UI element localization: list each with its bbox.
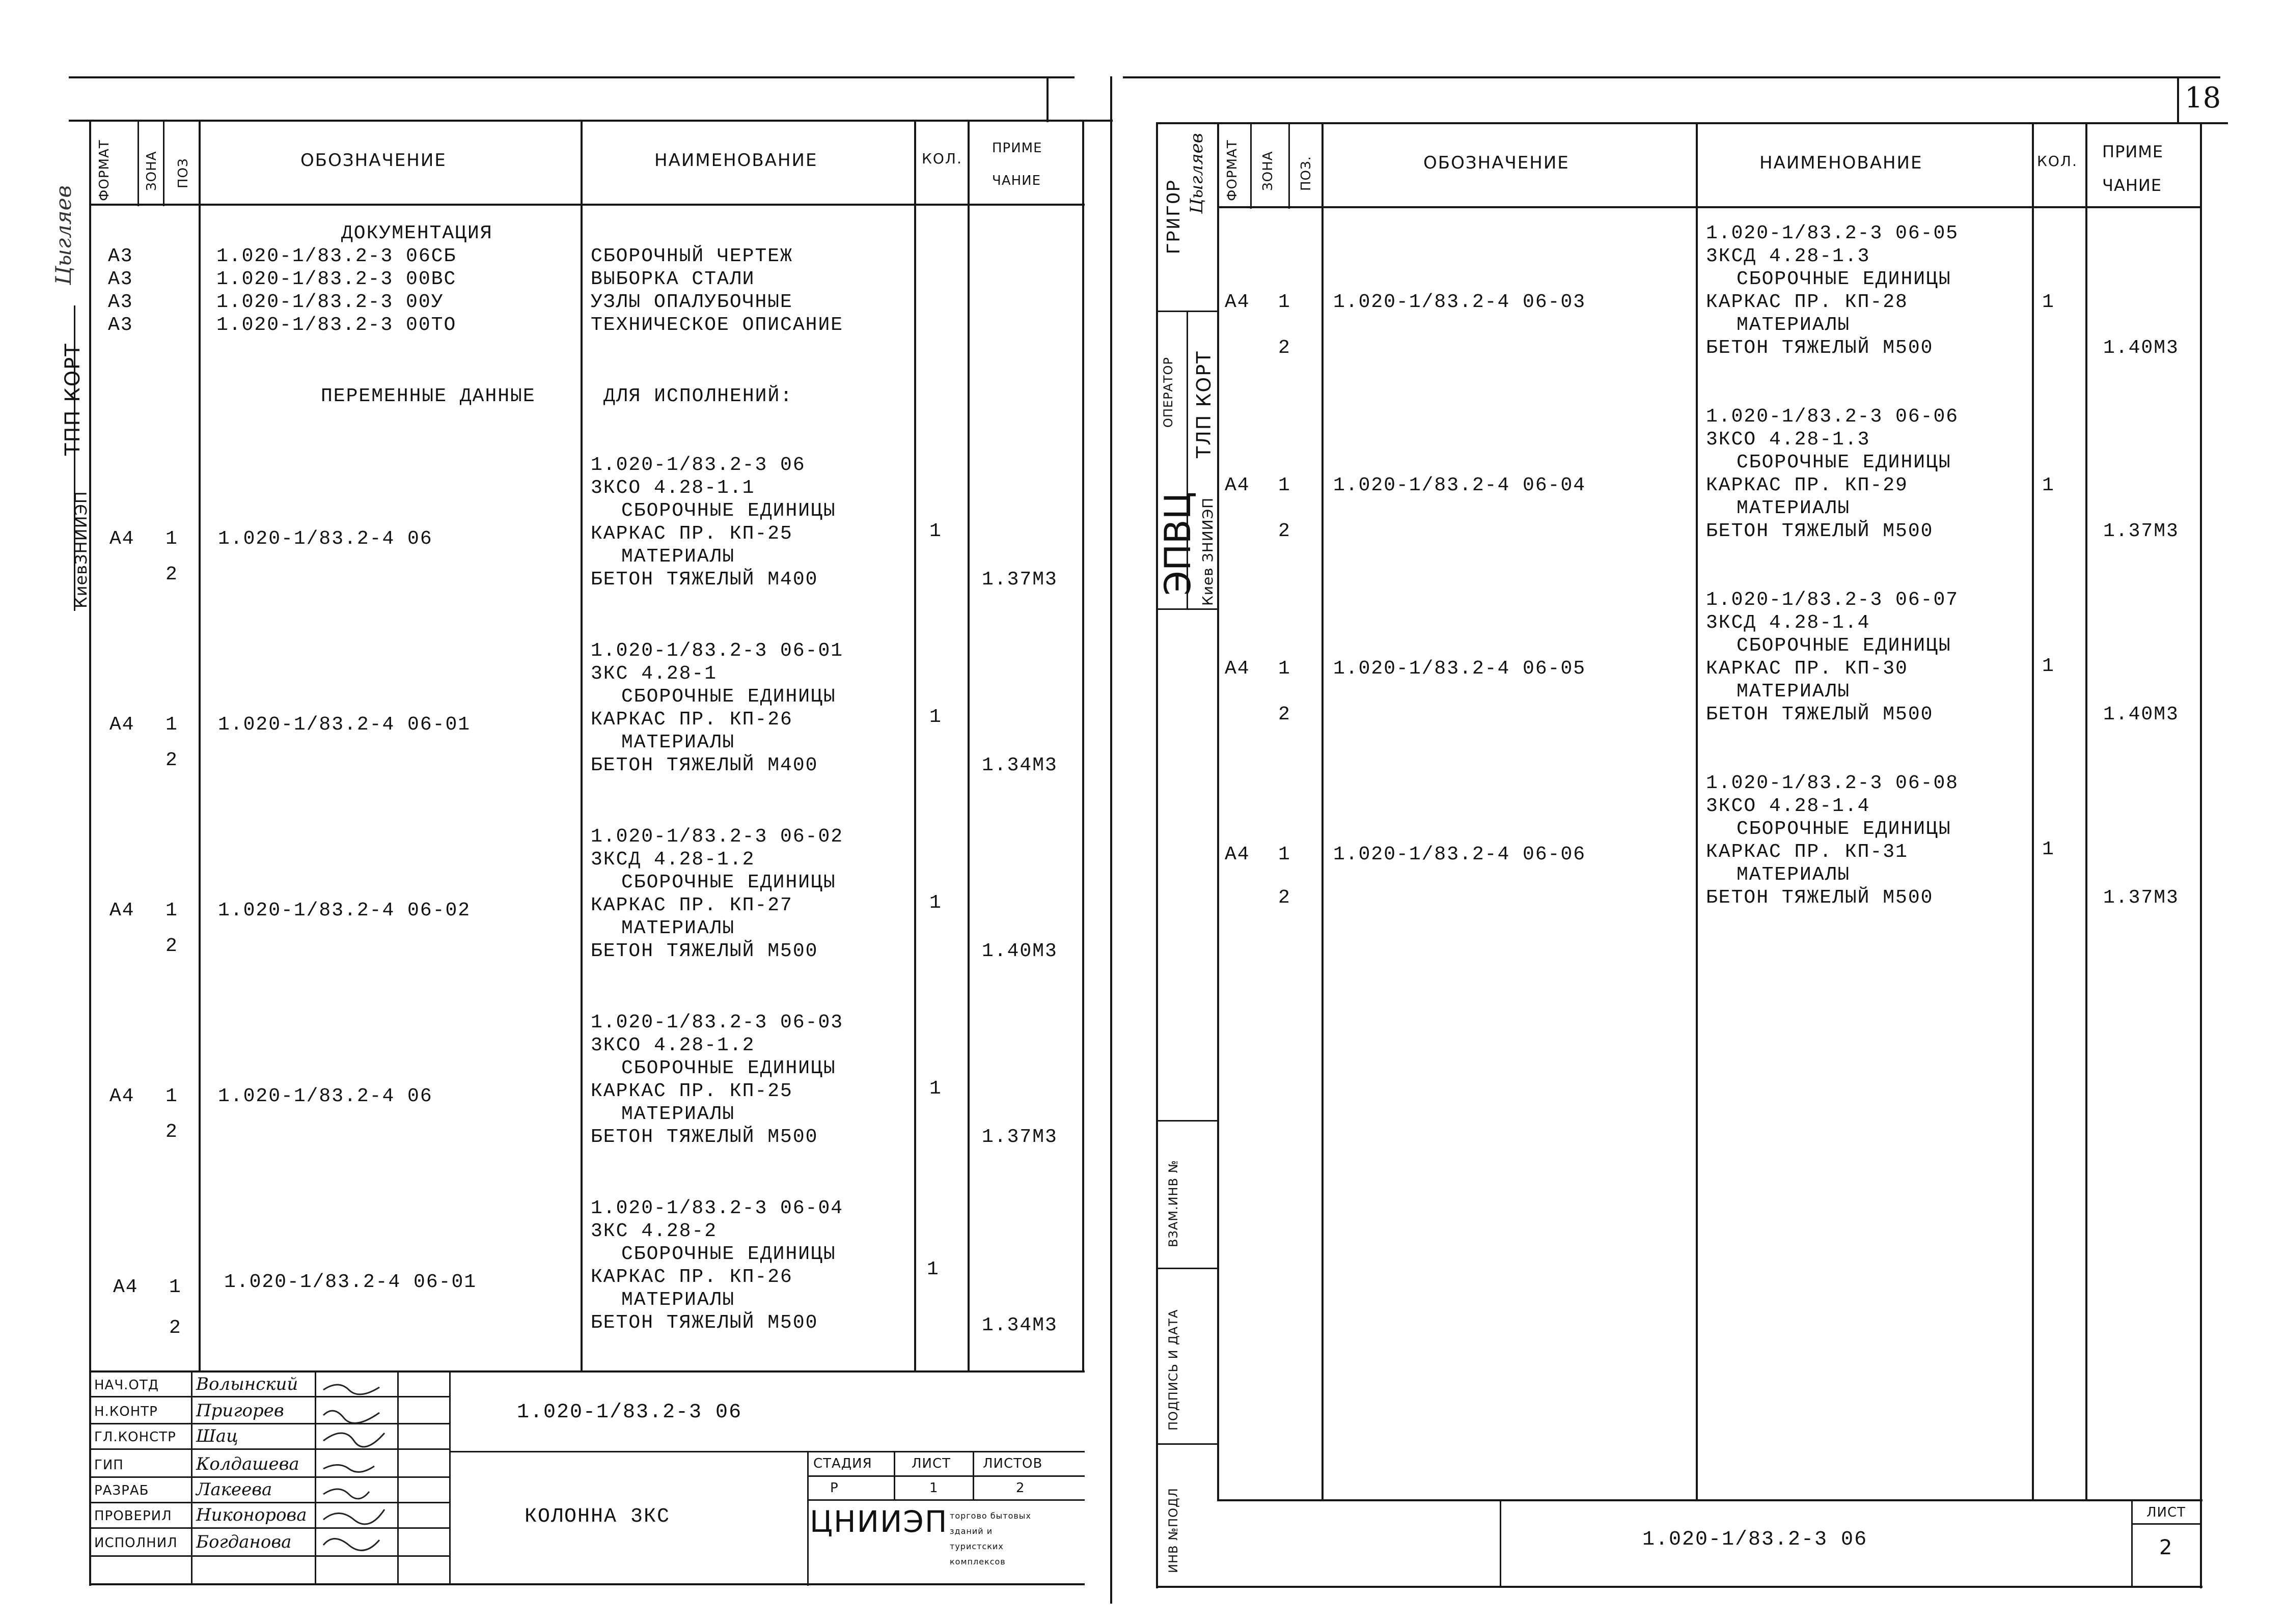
variant-qty: 1 (929, 892, 942, 914)
variant-format: А4 (1225, 474, 1250, 496)
variant-pos-1: 1 (1278, 291, 1291, 313)
stamp-org-small: Киев ЗНИИЭП (1199, 497, 1216, 606)
variant-note: 1.40М3 (2103, 704, 2179, 725)
variant-mark: 3КС 4.28-2 (591, 1220, 718, 1242)
doc-code: 1.020-1/83.2-3 06 (1642, 1528, 1868, 1551)
role-label: ПРОВЕРИЛ (94, 1508, 172, 1524)
header-zone: ЗОНА (144, 151, 159, 191)
drawing-title: КОЛОННА 3КС (525, 1505, 671, 1528)
variant-code: 1.020-1/83.2-3 06 (591, 454, 806, 476)
stamp-inv-orig: ИНВ №ПОДЛ (1166, 1488, 1180, 1573)
variant-materials: МАТЕРИАЛЫ (1737, 864, 1851, 886)
header-designation: ОБОЗНАЧЕНИЕ (1423, 153, 1569, 173)
variant-pos-2: 2 (166, 935, 178, 957)
variant-qty: 1 (929, 520, 942, 542)
variant-designation: 1.020-1/83.2-4 06-02 (218, 900, 471, 921)
author-signature: Цыгляев (51, 185, 76, 285)
variant-pos-2: 2 (1278, 887, 1291, 909)
stamp-signature: Цыгляев (1187, 133, 1207, 214)
variant-code: 1.020-1/83.2-3 06-08 (1706, 772, 1959, 794)
doc-designation: 1.020-1/83.2-3 00ТО (216, 314, 457, 336)
stamp-sign-date: ПОДПИСЬ И ДАТА (1166, 1309, 1180, 1431)
stamp-group: ТЛП КОРТ (1193, 350, 1215, 458)
stage-label: СТАДИЯ (813, 1456, 872, 1471)
variant-frame: КАРКАС ПР. КП-29 (1706, 474, 1908, 496)
variant-code: 1.020-1/83.2-3 06-03 (591, 1012, 844, 1033)
role-label: ГИП (94, 1458, 124, 1473)
variant-format: А4 (109, 714, 135, 736)
header-pos: ПОЗ (176, 158, 191, 188)
variant-mark: 3КСО 4.28-1.1 (591, 477, 755, 499)
variant-concrete: БЕТОН ТЯЖЕЛЫЙ М500 (591, 1312, 818, 1334)
variant-qty: 1 (927, 1258, 940, 1280)
role-label: Н.КОНТР (94, 1404, 158, 1419)
variant-concrete: БЕТОН ТЯЖЕЛЫЙ М500 (1706, 704, 1934, 725)
variant-frame: КАРКАС ПР. КП-25 (591, 1080, 793, 1102)
variant-note: 1.37М3 (982, 569, 1058, 591)
variant-mark: 3КСД 4.28-1.3 (1706, 245, 1870, 267)
variant-code: 1.020-1/83.2-3 06-07 (1706, 589, 1959, 611)
header-pos: ПОЗ. (1299, 156, 1314, 191)
variant-code: 1.020-1/83.2-3 06-02 (591, 826, 844, 848)
role-label: НАЧ.ОТД (94, 1378, 159, 1393)
header-qty: КОЛ. (2037, 153, 2078, 170)
variant-frame: КАРКАС ПР. КП-28 (1706, 291, 1908, 313)
org-name: КиевЗНИИЭП (71, 491, 91, 608)
variant-frame: КАРКАС ПР. КП-26 (591, 709, 793, 731)
variant-units: СБОРОЧНЫЕ ЕДИНИЦЫ (1737, 268, 1951, 290)
variant-materials: МАТЕРИАЛЫ (621, 917, 735, 939)
sheets-label: ЛИСТОВ (983, 1456, 1043, 1471)
variant-frame: КАРКАС ПР. КП-26 (591, 1266, 793, 1288)
variant-qty: 1 (2042, 838, 2055, 860)
variant-designation: 1.020-1/83.2-4 06-06 (1333, 844, 1586, 865)
variant-pos-2: 2 (166, 1121, 178, 1143)
variant-concrete: БЕТОН ТЯЖЕЛЫЙ М400 (591, 754, 818, 776)
variant-pos-2: 2 (166, 749, 178, 771)
variant-code: 1.020-1/83.2-3 06-06 (1706, 406, 1959, 428)
variant-concrete: БЕТОН ТЯЖЕЛЫЙ М500 (591, 940, 818, 962)
stamp-org: ЭПВЦ (1157, 492, 1199, 596)
variant-designation: 1.020-1/83.2-4 06 (218, 528, 433, 550)
variant-frame: КАРКАС ПР. КП-31 (1706, 841, 1908, 863)
variant-format: А4 (1225, 291, 1250, 313)
doc-name: СБОРОЧНЫЙ ЧЕРТЕЖ (591, 245, 793, 267)
variant-concrete: БЕТОН ТЯЖЕЛЫЙ М400 (591, 569, 818, 591)
variant-materials: МАТЕРИАЛЫ (621, 1103, 735, 1125)
variant-units: СБОРОЧНЫЕ ЕДИНИЦЫ (621, 1057, 836, 1079)
variant-note: 1.37М3 (2103, 887, 2179, 909)
variant-code: 1.020-1/83.2-3 06-05 (1706, 222, 1959, 244)
variant-format: А4 (1225, 658, 1250, 680)
corner-sheet-number: 18 (2185, 81, 2221, 115)
header-note-2: ЧАНИЕ (992, 173, 1041, 188)
variant-units: СБОРОЧНЫЕ ЕДИНИЦЫ (621, 1243, 836, 1265)
variant-concrete: БЕТОН ТЯЖЕЛЫЙ М500 (1706, 520, 1934, 542)
variant-designation: 1.020-1/83.2-4 06 (218, 1085, 433, 1107)
variant-qty: 1 (2042, 474, 2055, 496)
doc-designation: 1.020-1/83.2-3 00У (216, 291, 444, 313)
variant-designation: 1.020-1/83.2-4 06-05 (1333, 658, 1586, 680)
variant-code: 1.020-1/83.2-3 06-01 (591, 640, 844, 662)
stamp-name: ГРИГОР (1164, 179, 1186, 255)
variant-qty: 1 (2042, 291, 2055, 313)
variant-units: СБОРОЧНЫЕ ЕДИНИЦЫ (621, 500, 836, 522)
variant-pos-1: 1 (166, 528, 178, 550)
variant-frame: КАРКАС ПР. КП-30 (1706, 658, 1908, 680)
variant-pos-2: 2 (1278, 337, 1291, 359)
signatures (318, 1375, 395, 1583)
variant-format: А4 (109, 1085, 135, 1107)
variant-pos-2: 2 (1278, 520, 1291, 542)
header-note-1: ПРИМЕ (992, 141, 1042, 156)
variant-units: СБОРОЧНЫЕ ЕДИНИЦЫ (1737, 818, 1951, 840)
person-name: Богданова (196, 1532, 292, 1552)
header-format: ФОРМАТ (1225, 139, 1240, 201)
doc-name: ВЫБОРКА СТАЛИ (591, 268, 755, 290)
variant-designation: 1.020-1/83.2-4 06-01 (218, 714, 471, 736)
header-note-2: ЧАНИЕ (2102, 176, 2162, 195)
variant-format: А4 (109, 528, 135, 550)
variant-materials: МАТЕРИАЛЫ (1737, 497, 1851, 519)
person-name: Никонорова (196, 1505, 307, 1525)
header-note-1: ПРИМЕ (2102, 142, 2164, 161)
variant-materials: МАТЕРИАЛЫ (621, 546, 735, 568)
header-name: НАИМЕНОВАНИЕ (654, 150, 818, 171)
variant-frame: КАРКАС ПР. КП-27 (591, 894, 793, 916)
sheet-value: 1 (929, 1480, 939, 1496)
sheet-label: ЛИСТ (2146, 1505, 2186, 1520)
variant-units: СБОРОЧНЫЕ ЕДИНИЦЫ (621, 872, 836, 893)
doc-name: УЗЛЫ ОПАЛУБОЧНЫЕ (591, 291, 793, 313)
variant-pos-1: 1 (1278, 844, 1291, 865)
person-name: Волынский (196, 1374, 298, 1394)
documentation-title: ДОКУМЕНТАЦИЯ (341, 222, 493, 244)
header-zone: ЗОНА (1260, 151, 1276, 191)
person-name: Пригорев (196, 1401, 284, 1421)
variant-format: А4 (1225, 844, 1250, 865)
variant-materials: МАТЕРИАЛЫ (1737, 681, 1851, 703)
variant-units: СБОРОЧНЫЕ ЕДИНИЦЫ (1737, 635, 1951, 657)
doc-format: А3 (108, 314, 133, 336)
role-label: ГЛ.КОНСТР (94, 1430, 176, 1445)
variant-pos-1: 1 (169, 1276, 182, 1298)
variant-designation: 1.020-1/83.2-4 06-03 (1333, 291, 1586, 313)
doc-name: ТЕХНИЧЕСКОЕ ОПИСАНИЕ (591, 314, 844, 336)
stage-value: Р (830, 1480, 839, 1496)
variant-qty: 1 (929, 706, 942, 728)
variant-concrete: БЕТОН ТЯЖЕЛЫЙ М500 (591, 1126, 818, 1148)
variant-pos-1: 1 (1278, 658, 1291, 680)
role-label: РАЗРАБ (94, 1483, 149, 1498)
variant-materials: МАТЕРИАЛЫ (621, 732, 735, 753)
variant-concrete: БЕТОН ТЯЖЕЛЫЙ М500 (1706, 887, 1934, 909)
header-format: ФОРМАТ (97, 139, 112, 201)
doc-format: А3 (108, 245, 133, 267)
variant-pos-1: 1 (1278, 474, 1291, 496)
doc-designation: 1.020-1/83.2-3 00ВС (216, 268, 457, 290)
variant-note: 1.34М3 (982, 1314, 1058, 1336)
variant-units: СБОРОЧНЫЕ ЕДИНИЦЫ (1737, 452, 1951, 473)
org-text: комплексов (950, 1557, 1006, 1566)
variable-data-label-2: ДЛЯ ИСПОЛНЕНИЙ: (603, 385, 793, 407)
variable-data-label: ПЕРЕМЕННЫЕ ДАННЫЕ (321, 385, 536, 407)
stamp-operator: ОПЕРАТОР (1161, 356, 1175, 428)
person-name: Шац (196, 1426, 238, 1446)
stamp-replace-inv: ВЗАМ.ИНВ № (1166, 1160, 1180, 1247)
variant-qty: 1 (929, 1078, 942, 1100)
variant-concrete: БЕТОН ТЯЖЕЛЫЙ М500 (1706, 337, 1934, 359)
variant-format: А4 (113, 1276, 139, 1298)
variant-units: СБОРОЧНЫЕ ЕДИНИЦЫ (621, 686, 836, 708)
org-logo: ЦНИИЭП (810, 1504, 948, 1539)
variant-mark: 3КС 4.28-1 (591, 663, 718, 685)
variant-mark: 3КСО 4.28-1.4 (1706, 795, 1870, 817)
variant-frame: КАРКАС ПР. КП-25 (591, 523, 793, 545)
org-text: туристских (950, 1542, 1004, 1551)
header-designation: ОБОЗНАЧЕНИЕ (300, 150, 447, 171)
variant-mark: 3КСД 4.28-1.4 (1706, 612, 1870, 634)
variant-pos-1: 1 (166, 1085, 178, 1107)
group-name: ТПП КОРТ (61, 343, 85, 456)
person-name: Колдашева (196, 1454, 299, 1474)
variant-qty: 1 (2042, 655, 2055, 677)
variant-designation: 1.020-1/83.2-4 06-01 (224, 1271, 477, 1293)
variant-designation: 1.020-1/83.2-4 06-04 (1333, 474, 1586, 496)
doc-designation: 1.020-1/83.2-3 06СБ (216, 245, 457, 267)
variant-mark: 3КСО 4.28-1.3 (1706, 429, 1870, 451)
variant-note: 1.37М3 (2103, 520, 2179, 542)
variant-code: 1.020-1/83.2-3 06-04 (591, 1197, 844, 1219)
header-qty: КОЛ. (922, 150, 962, 167)
sheets-value: 2 (1016, 1480, 1025, 1496)
variant-pos-2: 2 (166, 564, 178, 585)
role-label: ИСПОЛНИЛ (94, 1535, 178, 1551)
variant-mark: 3КСО 4.28-1.2 (591, 1034, 755, 1056)
variant-pos-2: 2 (169, 1317, 182, 1339)
sheet-label: ЛИСТ (912, 1456, 951, 1471)
variant-pos-1: 1 (166, 900, 178, 921)
variant-materials: МАТЕРИАЛЫ (1737, 314, 1851, 336)
doc-code: 1.020-1/83.2-3 06 (517, 1401, 742, 1424)
person-name: Лакеева (196, 1479, 272, 1500)
variant-materials: МАТЕРИАЛЫ (621, 1289, 735, 1311)
variant-note: 1.37М3 (982, 1126, 1058, 1148)
doc-format: А3 (108, 268, 133, 290)
variant-pos-2: 2 (1278, 704, 1291, 725)
variant-pos-1: 1 (166, 714, 178, 736)
variant-note: 1.34М3 (982, 754, 1058, 776)
header-name: НАИМЕНОВАНИЕ (1759, 153, 1923, 173)
variant-mark: 3КСД 4.28-1.2 (591, 849, 755, 871)
doc-format: А3 (108, 291, 133, 313)
sheet-value: 2 (2159, 1536, 2173, 1559)
variant-note: 1.40М3 (2103, 337, 2179, 359)
variant-note: 1.40М3 (982, 940, 1058, 962)
variant-format: А4 (109, 900, 135, 921)
org-text: зданий и (950, 1526, 993, 1536)
org-text: торгово бытовых (950, 1511, 1031, 1521)
